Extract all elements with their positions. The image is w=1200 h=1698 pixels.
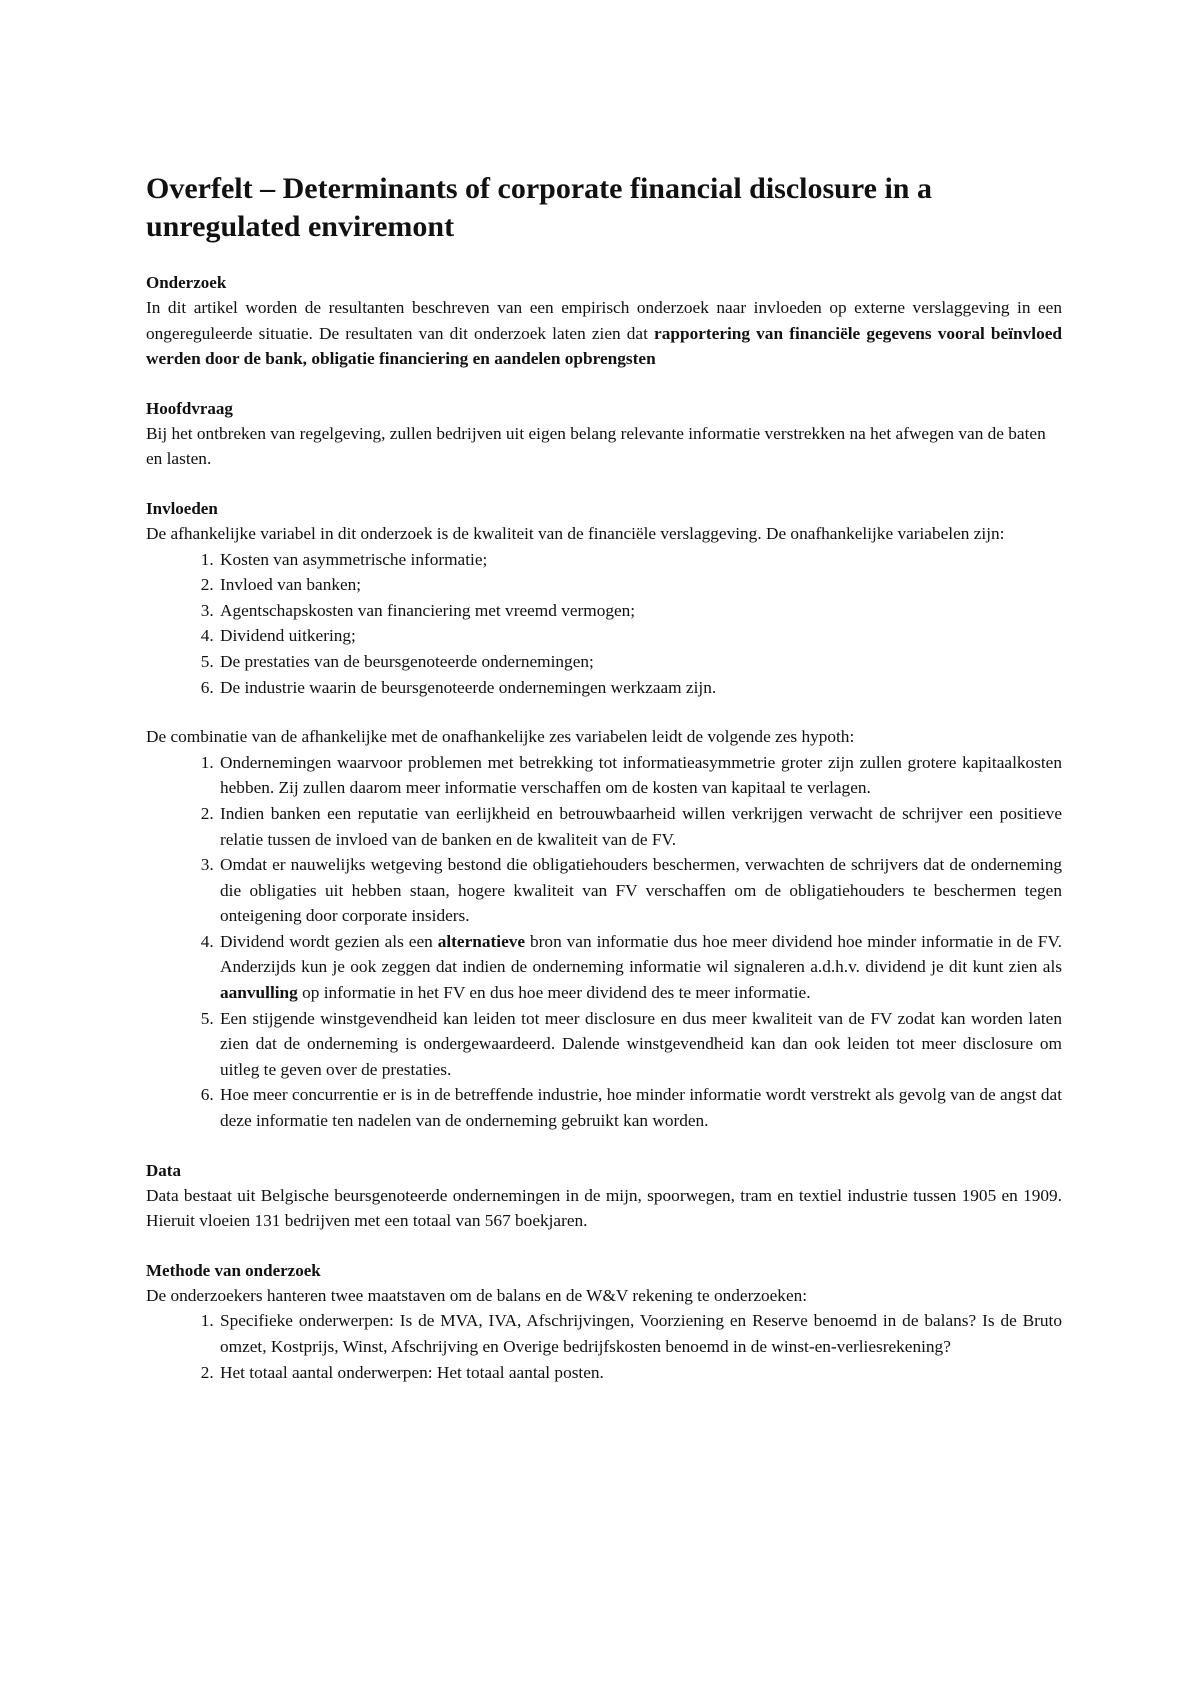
paragraph-hypotheses-intro: De combinatie van de afhankelijke met de onafhankelijke zes variabelen leidt de volgende zes hypoth:	[146, 727, 855, 747]
document-title: Overfelt – Determinants of corporate financial disclosure in a unregulated enviremont	[146, 172, 932, 243]
list-item: 1. Ondernemingen waarvoor problemen met betrekking tot informatieasymmetrie groter zijn zullen grotere kapitaalkosten hebben. Zij zullen daarom meer informatie verschaffen om de kosten van kapitaal te verlagen.	[218, 750, 1062, 801]
paragraph-methode-intro: De onderzoekers hanteren twee maatstaven om de balans en de W&V rekening te onderzoeken:	[146, 1285, 808, 1305]
paragraph-hoofdvraag: Bij het ontbreken van regelgeving, zullen bedrijven uit eigen belang relevante informatie verstrekken na het afwegen van de baten en lasten.	[146, 423, 1046, 469]
section-data	[146, 1158, 1062, 1234]
section-onderzoek	[146, 270, 1062, 372]
paragraph-onderzoek	[146, 295, 1062, 372]
list-item: 2. Invloed van banken;	[218, 572, 1062, 598]
list-hypotheses	[146, 750, 1062, 1134]
heading-methode: Methode van onderzoek	[146, 1260, 321, 1280]
list-item: 5. De prestaties van de beursgenoteerde ondernemingen;	[218, 649, 1062, 675]
paragraph-data: Data bestaat uit Belgische beursgenoteerde ondernemingen in de mijn, spoorwegen, tram en textiel industrie tussen 1905 en 1909. Hieruit vloeien 131 bedrijven met een totaal van 567 boekjaren.	[146, 1185, 1062, 1231]
list-item: 6. Hoe meer concurrentie er is in de betreffende industrie, hoe minder informatie wordt verstrekt als gevolg van de angst dat deze informatie ten nadelen van de onderneming gebruikt kan worden.	[218, 1082, 1062, 1133]
list-item: 3. Omdat er nauwelijks wetgeving bestond die obligatiehouders beschermen, verwachten de schrijvers dat de onderneming die obligaties uit hebben staan, hogere kwaliteit van FV verschaffen om de obligatiehouders te beschermen tegen onteigening door corporate insiders.	[218, 852, 1062, 929]
list-item: 6. De industrie waarin de beursgenoteerde ondernemingen werkzaam zijn.	[218, 675, 1062, 701]
section-hoofdvraag	[146, 396, 1062, 472]
list-methode	[146, 1308, 1062, 1385]
list-item	[218, 929, 1062, 1006]
hyp4-text-e: op informatie in het FV en dus hoe meer dividend des te meer informatie.	[297, 983, 811, 1003]
heading-hoofdvraag: Hoofdvraag	[146, 398, 233, 418]
list-item: 5. Een stijgende winstgevendheid kan leiden tot meer disclosure en dus meer kwaliteit van de FV zodat kan worden laten zien dat de onderneming is ondergewaardeerd. Dalende winstgevendheid kan dan ook leiden tot meer disclosure om uitleg te geven over de prestaties.	[218, 1006, 1062, 1083]
section-methode	[146, 1258, 1062, 1385]
onderzoek-text: In dit artikel worden de resultanten beschreven van een empirisch onderzoek naar invloeden op externe verslaggeving in een ongereguleerde situatie. De resultaten van dit onderzoek laten zien dat	[146, 298, 1062, 343]
list-item: 1. Kosten van asymmetrische informatie;	[218, 547, 1062, 573]
hyp4-text-c: bron van informatie dus hoe meer dividend hoe minder informatie in de FV. Anderzijds kun je ook zeggen dat indien de onderneming informatie wil signaleren a.d.h.v. dividend je dit kunt zien als	[220, 931, 1062, 977]
hyp4-bold-alternatieve: alternatieve	[437, 931, 526, 951]
section-invloeden	[146, 496, 1062, 1134]
heading-invloeden: Invloeden	[146, 498, 218, 518]
hyp4-bold-aanvulling: aanvulling	[220, 983, 298, 1003]
list-item: 2. Indien banken een reputatie van eerlijkheid en betrouwbaarheid willen verkrijgen verwacht de schrijver een positieve relatie tussen de invloed van de banken en de kwaliteit van de FV.	[218, 801, 1062, 852]
list-item: 2. Het totaal aantal onderwerpen: Het totaal aantal posten.	[218, 1360, 1062, 1386]
list-item: 3. Agentschapskosten van financiering met vreemd vermogen;	[218, 598, 1062, 624]
paragraph-invloeden-intro: De afhankelijke variabel in dit onderzoek is de kwaliteit van de financiële verslaggeving. De onafhankelijke variabelen zijn:	[146, 523, 1005, 543]
list-variabelen	[146, 547, 1062, 701]
heading-onderzoek: Onderzoek	[146, 273, 227, 292]
list-item: 4. Dividend uitkering;	[218, 623, 1062, 649]
list-item: 1. Specifieke onderwerpen: Is de MVA, IVA, Afschrijvingen, Voorziening en Reserve benoemd in de balans? Is de Bruto omzet, Kostprijs, Winst, Afschrijving en Overige bedrijfskosten benoemd in de winst-en-verliesrekening?	[218, 1308, 1062, 1359]
hyp4-text-a: Dividend wordt gezien als een	[220, 931, 438, 951]
heading-data: Data	[146, 1160, 181, 1180]
onderzoek-bold-text: rapportering van financiële gegevens vooral beïnvloed werden door de bank, obligatie financiering en aandelen opbrengsten	[146, 323, 1062, 369]
